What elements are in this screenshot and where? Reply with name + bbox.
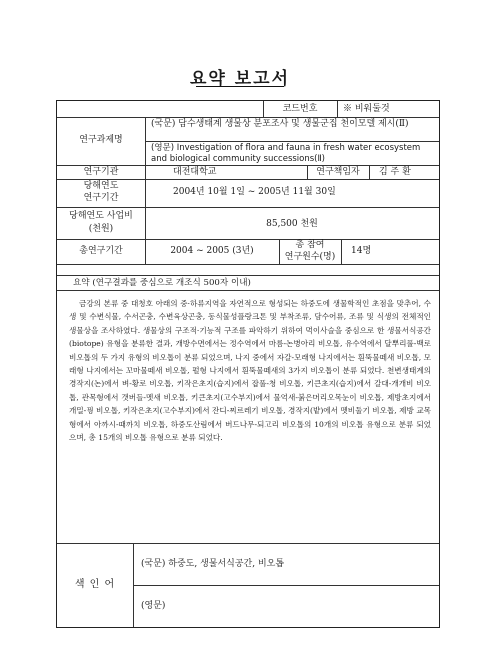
keywords-ko: (국문) 하중도, 생물서식공간, 비오톱 bbox=[141, 559, 285, 569]
researchers-label-2: 연구원수(명) bbox=[284, 252, 336, 262]
budget-label-2: (천원) bbox=[88, 224, 114, 234]
period-label-2: 연구기간 bbox=[83, 193, 119, 203]
code-note: ※ 비워둘것 bbox=[343, 104, 390, 114]
project-name-en: (영문) Investigation of flora and fauna in fresh water ecosystem and biological community successions(Ⅱ) bbox=[151, 143, 421, 164]
researchers-label-1: 총 참여 bbox=[295, 240, 325, 250]
row-divider bbox=[57, 275, 439, 276]
row-divider bbox=[133, 585, 439, 586]
summary-label: 요약 (연구결과를 중심으로 개조식 500자 이내) bbox=[73, 278, 251, 288]
project-name-ko: (국문) 담수생태계 생물상 분포조사 및 생물군집 천이모델 제시(Ⅱ) bbox=[151, 119, 409, 129]
pi-label: 연구책임자 bbox=[316, 167, 360, 177]
total-period-value: 2004 ~ 2005 (3년) bbox=[170, 246, 254, 256]
document-title: 요약 보고서 bbox=[189, 69, 291, 89]
total-period-label: 총연구기간 bbox=[79, 246, 123, 256]
keywords-en: (영문) bbox=[141, 601, 166, 611]
pi-value: 김 주 환 bbox=[379, 167, 411, 177]
summary-form bbox=[56, 100, 440, 628]
summary-body bbox=[69, 297, 431, 444]
summary-text: 금강의 본류 중 대청호 아래의 중·하류지역을 자연적으로 형성되는 하중도에 생물학적인 초점을 맞추어, 수생 및 수변식물, 수서곤충, 수변육상곤충, 동식물성플랑크톤 및 부착조류, 담수어류, 조류 및 식생의 전체적인 생물상을 조사하였다. 생물상의 구조적·기능적 구조를 파악하기 위하여 먹이사슬을 중심으로 한 생물서식공간(biotope) 유형을 분류한 결과, 개방수면에서는 정수역에서 마름-논병아리 비오톱, 유수역에서 달뿌리풀-백로 비오톱의 두 가지 유형의 비오톱이 분류 되었으며, 나지 중에서 자갈-모래형 나지에서는 흰뚝물떼새 비오톱, 모래형 나지에서는 꼬마물떼새 비오톱, 펄형 나지에서 흰뚝물떼새의 3가지 비오톱이 분류 되었다. 천변생태계의 경작지(논)에서 벼-황로 비오톱, 키작은초지(습지)에서 잡풀-청 비오톱, 키큰초지(습지)에서 갈대-개개비 비오톱, 관목형에서 갯버들-멧새 비오톱, 키큰초지(고수부지)에서 물억새-붉은머리오목눈이 비오톱, 제방초지에서 개밀-꿩 비오톱, 키작은초지(고수부지)에서 잔디-찌르레기 비오톱, 경작지(밭)에서 멧비둘기 비오톱, 제방 교목형에서 아까시-때까치 비오톱, 하중도산림에서 버드나무-되고리 비오톱의 10개의 비오톱 유형으로 분류 되었으며, 총 15개의 비오톱 유형으로 분류 되었다. bbox=[69, 299, 431, 443]
period-label-1: 당해연도 bbox=[83, 181, 119, 191]
project-name-label: 연구과제명 bbox=[79, 135, 123, 145]
period-value: 2004년 10월 1일 ~ 2005년 11월 30일 bbox=[173, 187, 336, 197]
title-underline bbox=[196, 86, 284, 87]
institution-value: 대전대학교 bbox=[173, 167, 217, 177]
institution-label: 연구기관 bbox=[83, 167, 119, 177]
row-divider bbox=[57, 543, 439, 544]
row-divider bbox=[57, 264, 439, 265]
researchers-value: 14명 bbox=[351, 246, 372, 256]
budget-label-1: 당해연도 사업비 bbox=[69, 211, 133, 221]
code-label: 코드번호 bbox=[282, 104, 318, 114]
keywords-label: 색 인 어 bbox=[74, 579, 116, 590]
budget-value: 85,500 천원 bbox=[266, 219, 318, 229]
